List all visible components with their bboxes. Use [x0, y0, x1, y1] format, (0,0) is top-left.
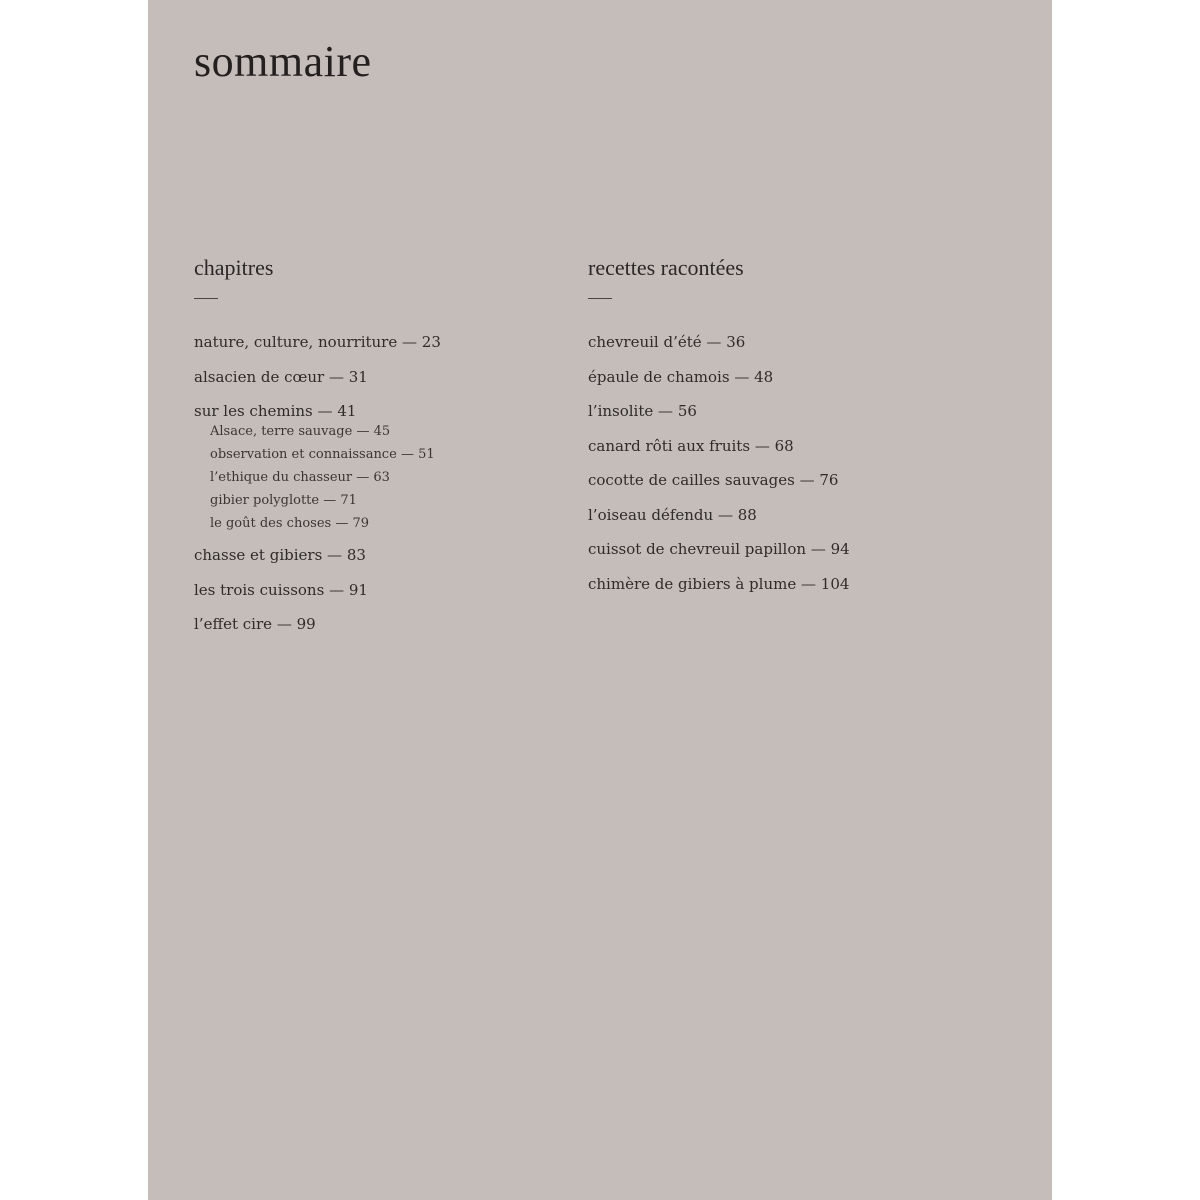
- separator-dash: —: [356, 470, 370, 485]
- separator-dash: —: [276, 615, 292, 633]
- separator-dash: —: [327, 546, 343, 564]
- recipe-page-number: 88: [737, 505, 757, 524]
- subchapter-entry: [210, 424, 574, 440]
- chapter-title: nature, culture, nourriture: [194, 333, 398, 351]
- chapter-entry: [194, 402, 574, 532]
- recipes-list: [588, 333, 968, 593]
- chapter-page-number: 91: [348, 580, 368, 599]
- recipes-column: [588, 253, 968, 609]
- recipe-entry: [588, 333, 968, 351]
- chapter-title: l’effet cire: [194, 615, 273, 633]
- recipe-page-number: 94: [830, 540, 850, 558]
- recipe-title: chevreuil d’été: [588, 333, 702, 351]
- recipe-page-number: 56: [677, 402, 697, 420]
- recipe-entry: [588, 540, 968, 558]
- subchapter-entry: [210, 493, 574, 509]
- separator-dash: —: [323, 493, 337, 508]
- recipes-heading: recettes racontées: [588, 255, 744, 280]
- recipe-page-number: 68: [774, 436, 794, 455]
- subchapter-list: [210, 424, 574, 532]
- recipe-entry: [588, 506, 968, 524]
- recipe-title: cuissot de chevreuil papillon: [588, 540, 807, 558]
- separator-dash: —: [801, 574, 816, 593]
- recipe-entry: [588, 471, 968, 489]
- separator-dash: —: [717, 505, 733, 524]
- chapters-heading: chapitres: [194, 255, 274, 280]
- recipe-title: canard rôti aux fruits: [588, 436, 751, 455]
- recipe-title: l’insolite: [588, 402, 654, 420]
- chapter-title: sur les chemins: [194, 402, 313, 420]
- chapter-title: alsacien de cœur: [194, 367, 325, 386]
- separator-dash: —: [335, 516, 349, 531]
- subchapter-title: gibier polyglotte: [210, 493, 320, 508]
- chapter-entry: [194, 615, 574, 633]
- subchapter-page-number: 45: [373, 424, 391, 439]
- separator-dash: —: [799, 471, 815, 489]
- recipe-entry: [588, 437, 968, 455]
- separator-dash: —: [734, 367, 750, 386]
- chapter-title: les trois cuissons: [194, 580, 325, 599]
- chapter-page-number: 83: [346, 546, 366, 564]
- recipes-heading-rule: [588, 298, 612, 299]
- recipe-page-number: 104: [820, 574, 850, 593]
- separator-dash: —: [400, 447, 414, 462]
- chapters-heading-rule: [194, 298, 218, 299]
- chapter-page-number: 23: [421, 333, 441, 351]
- separator-dash: —: [402, 333, 418, 351]
- recipe-title: épaule de chamois: [588, 367, 730, 386]
- separator-dash: —: [328, 367, 344, 386]
- recipe-page-number: 36: [726, 333, 746, 351]
- subchapter-title: observation et connaissance: [210, 447, 397, 462]
- chapter-entry: [194, 581, 574, 599]
- toc-page: [148, 0, 1052, 1200]
- chapter-title: chasse et gibiers: [194, 546, 323, 564]
- chapter-entry: [194, 333, 574, 351]
- chapter-page-number: 99: [296, 615, 316, 633]
- recipe-entry: [588, 402, 968, 420]
- recipe-entry: [588, 368, 968, 386]
- separator-dash: —: [754, 436, 770, 455]
- separator-dash: —: [317, 402, 333, 420]
- subchapter-entry: [210, 516, 574, 532]
- subchapter-title: l’ethique du chasseur: [210, 470, 353, 485]
- separator-dash: —: [810, 540, 826, 558]
- chapter-entry: [194, 546, 574, 564]
- recipe-page-number: 76: [819, 471, 839, 489]
- separator-dash: —: [356, 424, 370, 439]
- chapter-entry: [194, 368, 574, 386]
- recipe-entry: [588, 575, 968, 593]
- recipe-title: l’oiseau défendu: [588, 505, 714, 524]
- separator-dash: —: [658, 402, 674, 420]
- subchapter-page-number: 79: [352, 516, 370, 531]
- recipe-page-number: 48: [754, 367, 774, 386]
- chapters-list: [194, 333, 574, 633]
- separator-dash: —: [329, 580, 345, 599]
- chapters-column: [194, 253, 574, 650]
- subchapter-entry: [210, 470, 574, 486]
- chapter-page-number: 31: [348, 367, 368, 386]
- page-title: sommaire: [194, 37, 372, 86]
- recipe-title: chimère de gibiers à plume: [588, 574, 797, 593]
- subchapter-page-number: 51: [418, 447, 435, 462]
- subchapter-entry: [210, 447, 574, 463]
- recipe-title: cocotte de cailles sauvages: [588, 471, 795, 489]
- separator-dash: —: [706, 333, 722, 351]
- subchapter-title: Alsace, terre sauvage: [210, 424, 353, 439]
- subchapter-page-number: 71: [340, 493, 357, 508]
- chapter-page-number: 41: [337, 402, 357, 420]
- subchapter-page-number: 63: [373, 470, 390, 485]
- subchapter-title: le goût des choses: [210, 516, 332, 531]
